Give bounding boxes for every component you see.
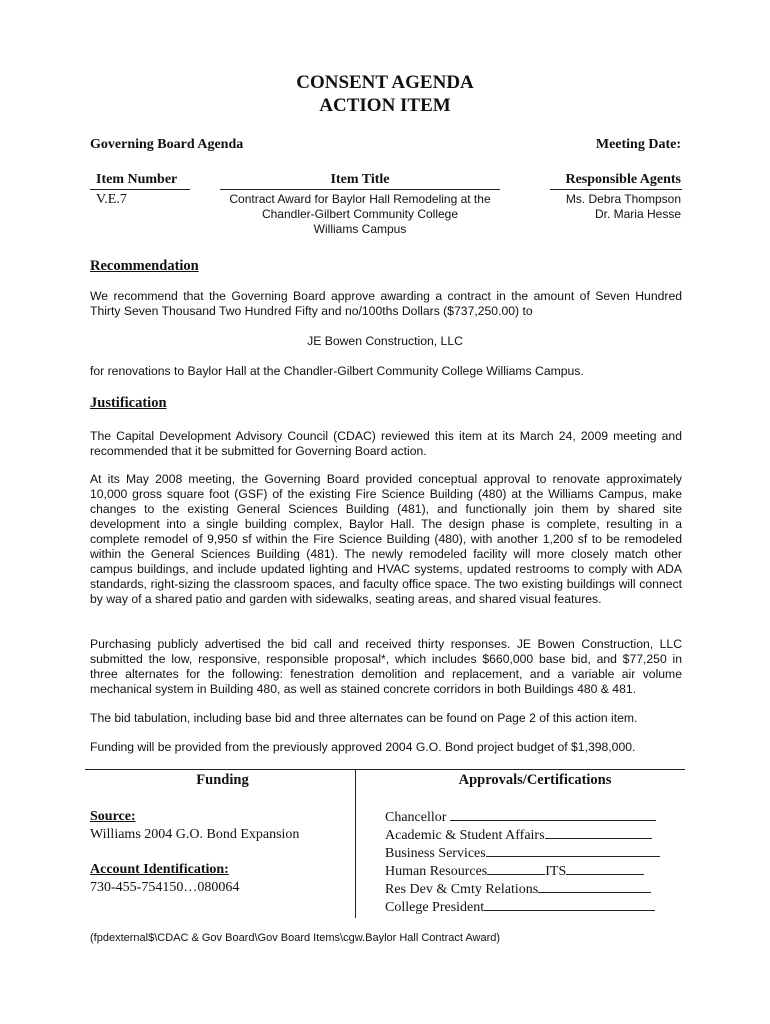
title-line2: ACTION ITEM	[319, 95, 451, 116]
signature-line[interactable]	[487, 862, 545, 875]
approval-label: Academic & Student Affairs	[385, 828, 545, 843]
justification-paragraph-4: The bid tabulation, including base bid and three alternates can be found on Page 2 of this action item.	[90, 711, 638, 725]
agents-rule	[550, 189, 682, 190]
board-agenda-label: Governing Board Agenda	[90, 137, 244, 152]
item-number-value: V.E.7	[96, 192, 127, 207]
item-title-header: Item Title	[330, 172, 390, 187]
responsible-agents-header: Responsible Agents	[565, 172, 681, 187]
source-label: Source:	[90, 809, 136, 824]
recommendation-paragraph: We recommend that the Governing Board approve awarding a contract in the amount of Seven Hundred Thirty Seven Thousand Two Hundred Fifty and no/100ths Dollars ($737,250.00) to	[90, 289, 682, 318]
justification-paragraph-3: Purchasing publicly advertised the bid call and received thirty responses. JE Bowen Construction, LLC submitted the low, responsive, responsible proposal*, which includes $660,000 base bid, and $77,250 in three alternates for the following: fenestration demolition and replacement, and a variable air volume mechanical system in Building 480, as well as stained concrete corridors in both Buildings 480 & 481.	[90, 637, 682, 696]
funding-top-rule	[85, 769, 685, 770]
item-title-line: Contract Award for Baylor Hall Remodeling at the	[229, 192, 491, 206]
meeting-date-label: Meeting Date:	[595, 137, 681, 152]
signature-line[interactable]	[545, 826, 652, 839]
item-title-line: Williams Campus	[313, 222, 407, 236]
signature-line[interactable]	[484, 898, 655, 911]
signature-line[interactable]	[538, 880, 651, 893]
item-number-rule	[90, 189, 190, 190]
signature-line[interactable]	[486, 844, 660, 857]
item-number-header: Item Number	[96, 172, 178, 187]
approval-business	[385, 844, 660, 863]
item-title-line: Chandler-Gilbert Community College	[261, 207, 459, 221]
approval-resdev	[385, 880, 651, 899]
recommendation-paragraph-2: for renovations to Baylor Hall at the Chandler-Gilbert Community College Williams Campus.	[90, 364, 584, 378]
funding-heading: Funding	[196, 772, 249, 788]
account-label: Account Identification:	[90, 862, 229, 877]
approval-academic	[385, 826, 652, 845]
approvals-heading: Approvals/Certifications	[458, 772, 612, 788]
approval-label: Human Resources	[385, 864, 488, 879]
approval-label: Chancellor	[385, 810, 447, 825]
contractor-name: JE Bowen Construction, LLC	[307, 334, 463, 348]
approval-label: ITS	[545, 864, 567, 879]
item-title-value	[220, 192, 500, 237]
signature-line[interactable]	[566, 862, 644, 875]
justification-paragraph-2: At its May 2008 meeting, the Governing Board provided conceptual approval to renovate approximately 10,000 gross square foot (GSF) of the existing Fire Science Building (480) at the Williams Campus, make changes to the existing General Sciences Building (481), and functionally join them by shared site development into a single building complex, Baylor Hall. The design phase is complete, resulting in a complete remodel of 9,950 sf within the Fire Science Building (480), with another 1,200 sf to be remodeled within the General Sciences Building (481). The newly remodeled facility will more closely match other campus buildings, and include updated lighting and HVAC systems, updated restrooms to comply with ADA standards, right-sizing the classroom spaces, and faculty office space. The two existing buildings will connect by way of a shared patio and garden with sidewalks, seating areas, and shared visual features.	[90, 472, 682, 606]
item-title-rule	[220, 189, 500, 190]
justification-heading: Justification	[90, 395, 167, 411]
approval-label: College President	[385, 900, 485, 915]
funding-divider	[355, 770, 356, 918]
title-line1: CONSENT AGENDA	[296, 72, 474, 93]
approval-label: Business Services	[385, 846, 486, 861]
justification-paragraph-1: The Capital Development Advisory Council (CDAC) reviewed this item at its March 24, 2009 meeting and recommended that it be submitted for Governing Board action.	[90, 429, 682, 458]
recommendation-heading: Recommendation	[90, 258, 199, 274]
approval-chancellor	[385, 808, 656, 827]
responsible-agents-value	[566, 192, 681, 222]
footer-path: (fpdexternal$\CDAC & Gov Board\Gov Board Items\cgw.Baylor Hall Contract Award)	[90, 932, 501, 944]
approval-president	[385, 898, 655, 917]
approval-label: Res Dev & Cmty Relations	[385, 882, 539, 897]
justification-paragraph-5: Funding will be provided from the previously approved 2004 G.O. Bond project budget of $1,398,000.	[90, 740, 636, 754]
approval-hr-its	[385, 862, 644, 881]
account-value: 730-455-754150…080064	[90, 880, 240, 895]
source-value: Williams 2004 G.O. Bond Expansion	[90, 827, 300, 842]
agent-name: Ms. Debra Thompson	[565, 192, 681, 206]
signature-line[interactable]	[450, 808, 656, 821]
agent-name: Dr. Maria Hesse	[594, 207, 681, 221]
